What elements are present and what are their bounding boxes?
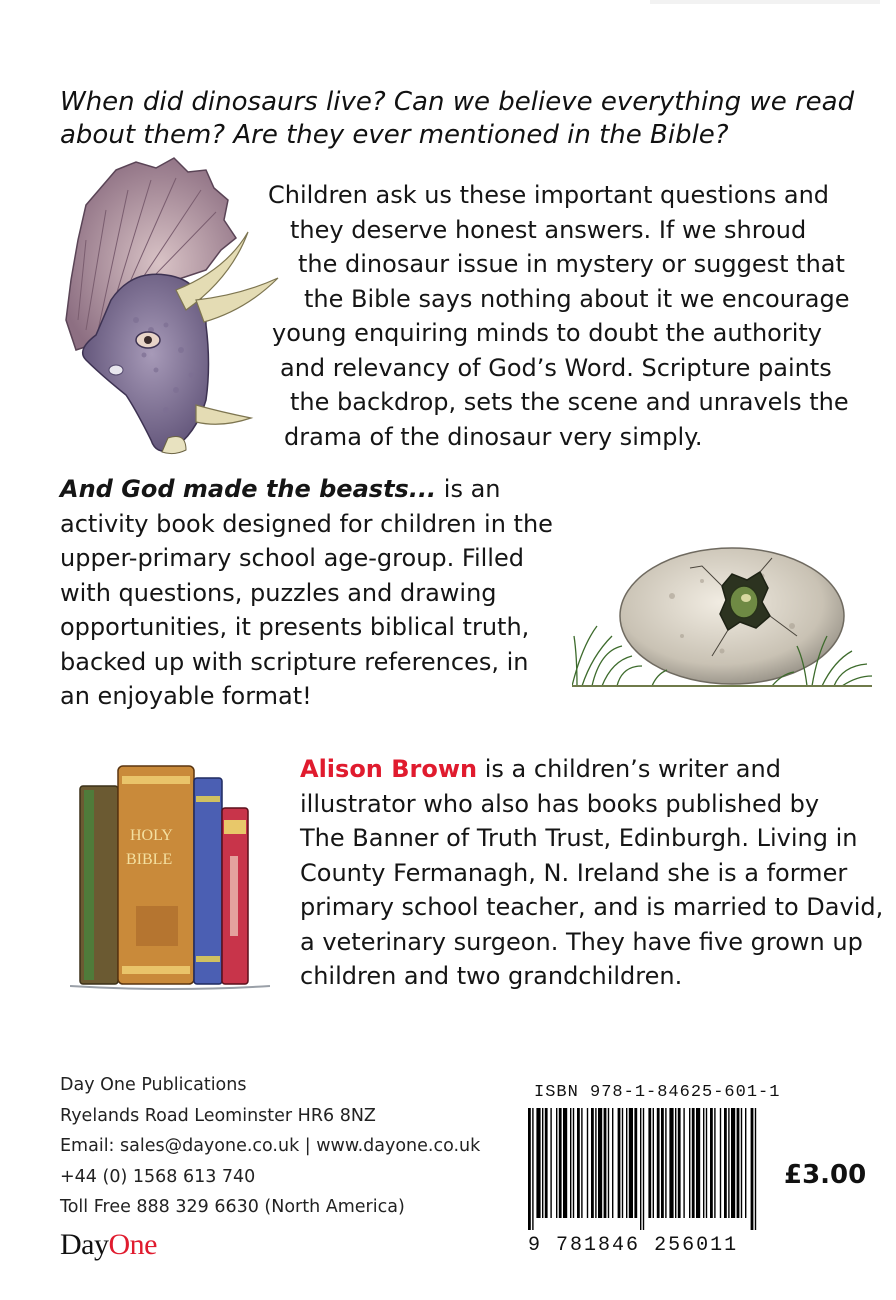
intro-line: the backdrop, sets the scene and unravels the [290, 388, 849, 416]
barcode-bar [675, 1108, 676, 1218]
barcode-bar [626, 1108, 627, 1218]
barcode-digit-first: 9 [528, 1234, 543, 1257]
barcode-bar [640, 1108, 641, 1230]
barcode-bar [661, 1108, 664, 1218]
barcode-bar [595, 1108, 596, 1218]
barcode-bar [536, 1108, 540, 1218]
barcode [524, 1108, 760, 1230]
author-name: Alison Brown [300, 755, 478, 783]
barcode-bar [643, 1108, 644, 1230]
barcode-bar [528, 1108, 531, 1230]
logo-one: One [108, 1228, 157, 1261]
author-line: County Fermanagh, N. Ireland she is a former [300, 858, 848, 887]
barcode-bar [657, 1108, 660, 1218]
barcode-digits-group2: 256011 [654, 1234, 739, 1257]
barcode-bar [696, 1108, 700, 1218]
barcode-bar [550, 1108, 551, 1218]
activity-line: with questions, puzzles and drawing [60, 578, 497, 607]
activity-paragraph [60, 472, 560, 714]
barcode-bar [629, 1108, 633, 1218]
logo-day: Day [60, 1228, 109, 1261]
barcode-bar [618, 1108, 621, 1218]
publisher-contact: Email: sales@dayone.co.uk | www.dayone.co.uk [60, 1136, 481, 1156]
barcode-bar [678, 1108, 681, 1218]
barcode-bar [692, 1108, 695, 1218]
publisher-info [60, 1070, 480, 1223]
activity-line: opportunities, it presents biblical truth, [60, 613, 530, 641]
author-line: illustrator who also has books published by [300, 789, 820, 818]
questions-line-2: about them? Are they ever mentioned in the Bible? [60, 120, 729, 150]
book-title: And God made the beasts... [60, 475, 437, 503]
isbn-label: ISBN 978-1-84625-601-1 [534, 1083, 781, 1102]
activity-line: upper-primary school age-group. Filled [60, 544, 524, 572]
books-illustration [70, 756, 270, 1006]
barcode-bar [587, 1108, 588, 1218]
author-line [300, 752, 880, 787]
barcode-bar [706, 1108, 707, 1218]
intro-questions [60, 86, 860, 152]
activity-line [60, 472, 560, 507]
publisher-tollfree: Toll Free 888 329 6630 (North America) [60, 1197, 405, 1217]
publisher-address: Ryelands Road Leominster HR6 8NZ [60, 1105, 376, 1126]
author-line: children and two grandchildren. [300, 962, 683, 990]
barcode-bar [665, 1108, 666, 1218]
top-edge-mark [650, 0, 880, 4]
author-line: primary school teacher, and is married to David, [300, 893, 884, 921]
dayone-logo [60, 1228, 157, 1262]
barcode-bar [604, 1108, 607, 1218]
intro-line: the Bible says nothing about it we encourage [304, 284, 850, 313]
barcode-bar [714, 1108, 715, 1218]
activity-line: activity book designed for children in the [60, 509, 553, 538]
activity-line: an enjoyable format! [60, 682, 312, 710]
questions-line-1: When did dinosaurs live? Can we believe everything we read [60, 87, 855, 117]
price-label: £3.00 [784, 1160, 867, 1190]
barcode-bar [563, 1108, 567, 1218]
barcode-bar [577, 1108, 580, 1218]
author-line: The Banner of Truth Trust, Edinburgh. Living in [300, 824, 858, 852]
intro-line: they deserve honest answers. If we shroud [290, 215, 807, 244]
barcode-bar [669, 1108, 673, 1218]
barcode-bar [710, 1108, 713, 1218]
barcode-bar [728, 1108, 729, 1218]
hatching-egg-illustration [572, 536, 872, 696]
barcode-bar [622, 1108, 623, 1218]
intro-paragraph [268, 178, 858, 454]
bible-spine-title-line1: HOLY [130, 827, 173, 844]
intro-line: drama of the dinosaur very simply. [284, 422, 703, 451]
activity-line: backed up with scripture references, in [60, 647, 529, 676]
barcode-bar [724, 1108, 727, 1218]
barcode-bar [556, 1108, 557, 1218]
intro-line: the dinosaur issue in mystery or suggest that [298, 250, 845, 278]
barcode-bar [570, 1108, 571, 1218]
intro-line: young enquiring minds to doubt the authority [272, 319, 823, 347]
bible-spine-title-line2: BIBLE [126, 851, 173, 868]
barcode-bar [612, 1108, 613, 1218]
barcode-bar [755, 1108, 756, 1230]
barcode-bar [745, 1108, 746, 1218]
barcode-bar [608, 1108, 609, 1218]
intro-line: Children ask us these important questions and [268, 181, 830, 209]
barcode-digits [528, 1234, 738, 1257]
barcode-bar [720, 1108, 721, 1218]
barcode-bar [591, 1108, 594, 1218]
barcode-bar [545, 1108, 548, 1218]
publisher-name: Day One Publications [60, 1075, 247, 1095]
publisher-phone: +44 (0) 1568 613 740 [60, 1166, 256, 1187]
barcode-bar [634, 1108, 637, 1218]
barcode-bar [737, 1108, 740, 1218]
barcode-bar [581, 1108, 582, 1218]
barcode-bar [751, 1108, 754, 1230]
barcode-bar [683, 1108, 684, 1218]
barcode-bar [731, 1108, 735, 1218]
barcode-bar [542, 1108, 543, 1218]
author-line: a veterinary surgeon. They have five grown up [300, 927, 863, 956]
barcode-bar [653, 1108, 654, 1218]
barcode-digits-group1: 781846 [556, 1234, 641, 1257]
barcode-bar [689, 1108, 690, 1218]
barcode-bar [532, 1108, 533, 1230]
triceratops-illustration [56, 150, 286, 460]
author-line-rest: is a children’s writer and [477, 755, 781, 783]
barcode-bar [598, 1108, 602, 1218]
barcode-bar [741, 1108, 742, 1218]
barcode-bar [648, 1108, 651, 1218]
intro-line: and relevancy of God’s Word. Scripture paints [280, 353, 832, 382]
barcode-bar [559, 1108, 562, 1218]
barcode-bar [573, 1108, 574, 1218]
activity-line-rest: is an [436, 475, 501, 503]
author-paragraph [300, 752, 884, 994]
barcode-bar [703, 1108, 704, 1218]
